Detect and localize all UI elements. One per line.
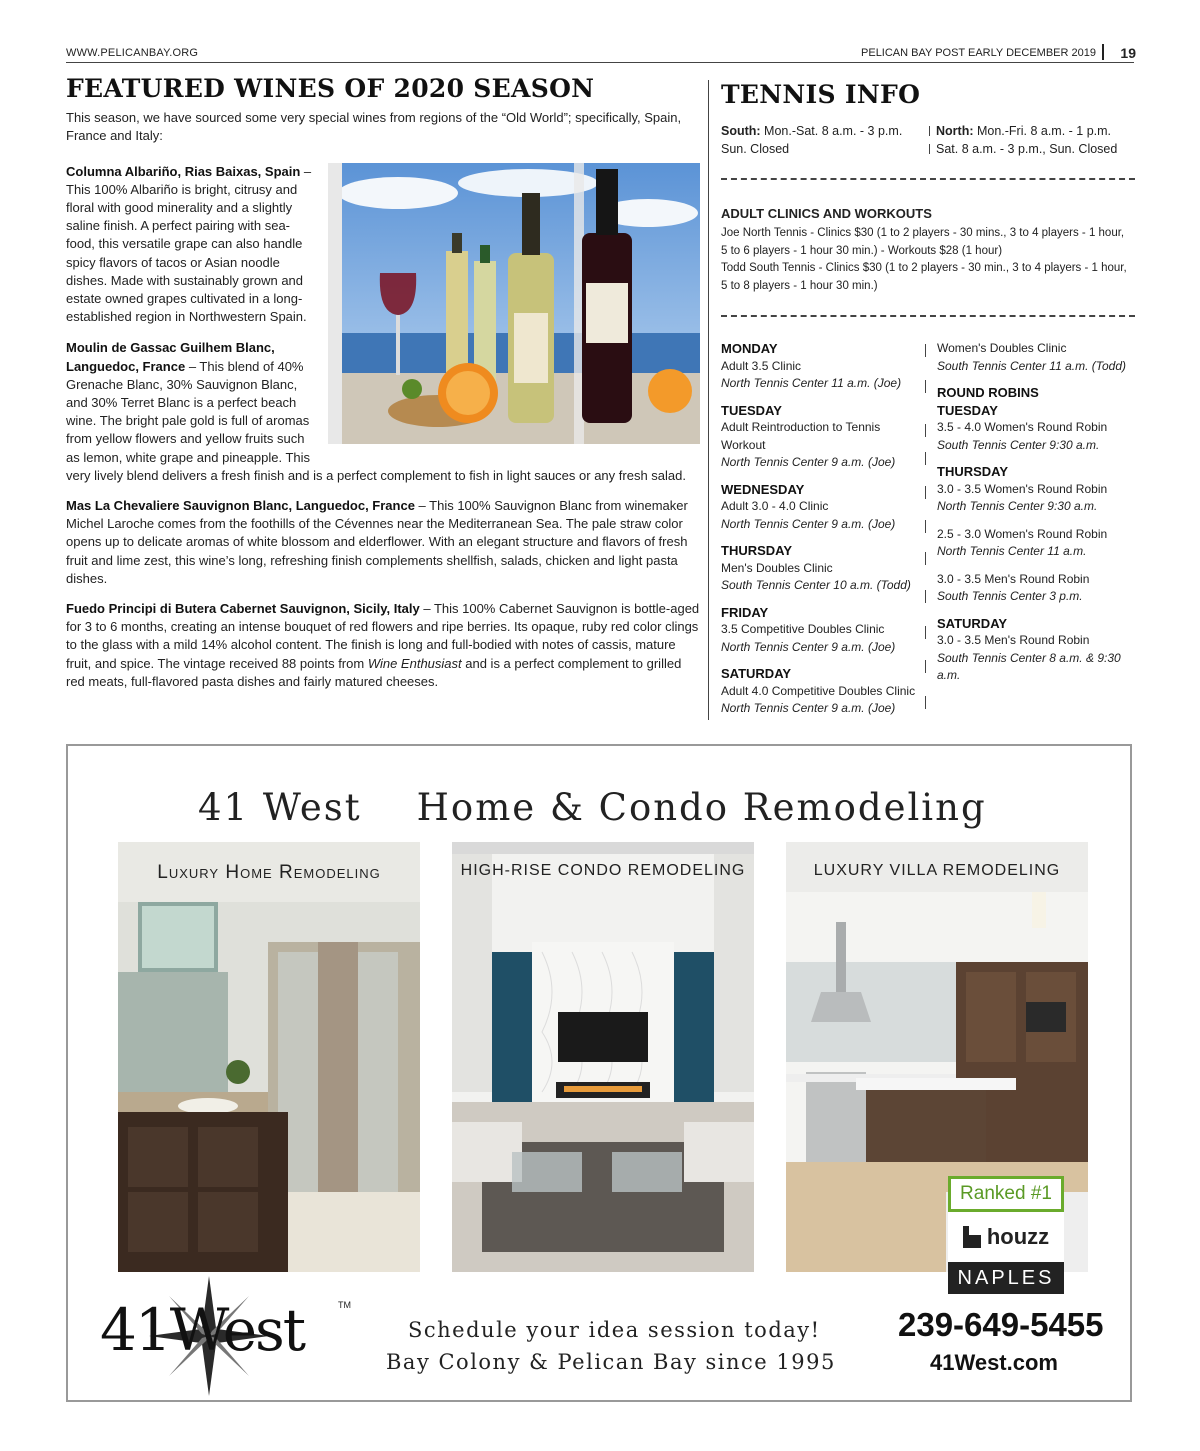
day-heading: TUESDAY [937,402,998,418]
day-heading: TUESDAY [721,402,782,418]
wines-article [66,74,700,691]
session-name: 3.0 - 3.5 Men's Round Robin [937,571,1090,586]
session-name: 2.5 - 3.0 Women's Round Robin [937,526,1108,541]
wine-4-desc-em: Wine Enthusiast [367,655,462,671]
wines-title: FEATURED WINES OF 2020 SEASON [66,74,595,103]
session-name: Adult Reintroduction to Tennis Workout [721,420,881,452]
session-location: North Tennis Center 11 a.m. [937,544,1087,558]
panel-caption: LUXURY VILLA REMODELING [813,862,1061,879]
dashed-divider [721,315,1135,317]
south-hours-2: Sun. Closed [721,142,790,156]
column-divider [925,552,926,565]
column-divider [925,486,926,499]
wine-1-desc: – This 100% Albariño is bright, citrusy and floral with good minerality and a slightly saline finish. A perfect pairing with sea-food, this versatile grape can also handle spicy flavors of tacos or Asian noodle dishes. Made with sustainably grown and estate owned grapes cultivated in a long-established region in Northwestern Spain. [66,163,312,325]
south-hours-1: Mon.-Sat. 8 a.m. - 3 p.m. [760,124,903,138]
wine-2-desc: – This blend of 40% Grenache Blanc, 30% Sauvignon Blanc, and 30% Terret Blanc is a perfect beach wine. The bright pale gold is full of aromas from yellow flowers and yellow fruits such as lemon, white grape and pineapple. This very lively blend delivers a fresh finish and is a perfect complement to fish in light sauces or any fresh salad. [66,358,686,483]
north-label: North: [936,124,974,138]
tennis-info [708,80,1135,720]
masthead-divider [1102,44,1104,60]
wine-item-4 [66,600,700,691]
panel-caption: HIGH-RISE CONDO REMODELING [460,862,746,879]
session-name: 3.0 - 3.5 Women's Round Robin [937,481,1108,496]
bathroom-photo-panel [118,842,420,1272]
column-divider [925,696,926,709]
wine-item-3 [66,497,700,588]
session-name: 3.5 - 4.0 Women's Round Robin [937,420,1108,434]
wine-4-desc-a: – This 100% Cabernet Sauvignon is bottle-aged for 3 to 6 months, creating an intense bouquet of red flowers and ripe berries. Its opaque, ruby red color clings to the glass with a mild 14% alcohol content. The finish is long and full-bodied with notes of cassis, mature fruit, and spice. The vintage received 88 points from [66,601,700,671]
column-divider [925,424,926,437]
tennis-title: TENNIS INFO [721,80,921,109]
day-heading: SATURDAY [721,666,792,681]
issue-title: PELICAN BAY POST EARLY DECEMBER 2019 [861,47,1096,59]
column-divider [925,380,926,393]
wine-3-desc: – This 100% Sauvignon Blanc from winemaker Michel Laroche comes from the foothills of the Cévennes near the Mediterranean Sea. The pale straw color opens up to delicate aromas of white blossom and elderflower. With an elegant structure and flavors of fresh fruit and lime zest, this wine’s long, refreshing finish complements shellfish, salads, chicken and light pasta dishes. [66,498,688,586]
wine-item-1 [66,163,318,327]
day-heading: WEDNESDAY [721,481,805,497]
session-name: Adult 3.5 Clinic [721,358,802,373]
session-location: South Tennis Center 10 a.m. (Todd) [721,578,911,592]
wines-intro: This season, we have sourced some very special wines from regions of the “Old World”; specifically, Spain, France and Italy: [66,110,682,144]
dashed-divider [721,178,1135,180]
round-robins-heading: ROUND ROBINS [937,385,1039,400]
41west-logo [94,1276,354,1396]
clinics-info [721,225,1133,295]
session-location: North Tennis Center 11 a.m. (Joe) [721,376,902,390]
south-hours [721,122,921,158]
session-location: North Tennis Center 9 a.m. (Joe) [721,455,896,469]
session-location: North Tennis Center 9 a.m. (Joe) [721,701,896,715]
session-name: Women's Doubles Clinic [937,341,1067,355]
session-name: 3.0 - 3.5 Men's Round Robin [937,633,1090,647]
clinics-line: 5 to 6 players - 1 hour 30 min.) - Workouts $28 (1 hour) [721,244,1003,257]
ad-headline: 41 West Home & Condo Remodeling [198,786,987,829]
page-number: 19 [1120,45,1136,61]
round-robin-schedule [937,340,1137,685]
session-name: 3.5 Competitive Doubles Clinic [721,622,885,636]
houzz-icon [963,1226,981,1248]
clinics-line: 5 to 8 players - 1 hour 30 min.) [721,279,878,292]
session-location: North Tennis Center 9 a.m. (Joe) [721,516,896,531]
wine-4-desc-b: and is a perfect complement to grilled red meats, full-flavored pasta dishes and fairly matured cheeses. [66,655,682,689]
tagline-history: Bay Colony & Pelican Bay since 1995 [386,1350,836,1374]
session-location: South Tennis Center 3 p.m. [937,589,1083,603]
masthead [66,44,1134,63]
panel-caption: Luxury Home Remodeling [157,862,381,883]
north-hours-2: Sat. 8 a.m. - 3 p.m., Sun. Closed [936,142,1118,156]
column-divider [925,626,926,639]
tagline-schedule: Schedule your idea session today! [408,1318,821,1342]
column-divider [925,344,926,357]
column-divider [925,452,926,465]
living-room-photo-panel [452,842,754,1272]
session-name: Adult 3.0 - 4.0 Clinic [721,499,829,513]
wine-4-name: Fuedo Principi di Butera Cabernet Sauvignon, Sicily, Italy [66,601,420,617]
living-room-photo [452,842,754,1272]
wine-3-name: Mas La Chevaliere Sauvignon Blanc, Languedoc, France [66,498,415,514]
wine-1-name: Columna Albariño, Rias Baixas, Spain [66,163,301,179]
houzz-badge[interactable] [948,1176,1064,1294]
session-location: North Tennis Center 9:30 a.m. [937,499,1098,513]
remodeling-advertisement[interactable] [66,744,1132,1402]
column-divider [925,590,926,603]
session-name: Men's Doubles Clinic [721,560,833,575]
session-location: North Tennis Center 9 a.m. (Joe) [721,639,896,654]
houzz-wordmark: houzz [986,1224,1050,1249]
ranked-label: Ranked #1 [948,1176,1064,1212]
site-url[interactable]: WWW.PELICANBAY.ORG [66,47,199,59]
session-location: South Tennis Center 8 a.m. & 9:30 a.m. [937,650,1121,682]
session-name: Adult 4.0 Competitive Doubles Clinic [721,683,916,698]
south-label: South: [721,124,761,138]
day-heading: FRIDAY [721,604,769,620]
logo-trademark: TM [338,1300,351,1310]
day-heading: THURSDAY [937,464,1009,479]
clinics-title: ADULT CLINICS AND WORKOUTS [721,206,932,221]
column-divider [925,520,926,533]
day-heading: MONDAY [721,341,778,356]
north-hours [929,122,1136,158]
houzz-logo [948,1212,1064,1262]
bathroom-photo [118,842,420,1272]
badge-city: NAPLES [948,1262,1064,1294]
day-heading: THURSDAY [721,543,793,558]
session-location: South Tennis Center 11 a.m. (Todd) [937,358,1126,373]
wine-bottles-photo [328,163,700,444]
phone-number[interactable]: 239-649-5455 [898,1306,1104,1343]
wine-2-name: Moulin de Gassac Guilhem Blanc, Languedoc, France [66,340,275,374]
day-heading: SATURDAY [937,615,1008,631]
logo-wordmark: 41West [100,1296,305,1364]
clinic-schedule [721,340,921,718]
website-link[interactable]: 41West.com [930,1350,1058,1375]
north-hours-1: Mon.-Fri. 8 a.m. - 1 p.m. [973,124,1112,138]
clinics-line: Joe North Tennis - Clinics $30 (1 to 2 players - 30 mins., 3 to 4 players - 1 hour, [721,227,1125,239]
column-divider [925,660,926,673]
clinics-line: Todd South Tennis - Clinics $30 (1 to 2 players - 30 min., 3 to 4 players - 1 hour, [721,262,1127,274]
session-location: South Tennis Center 9:30 a.m. [937,437,1100,452]
